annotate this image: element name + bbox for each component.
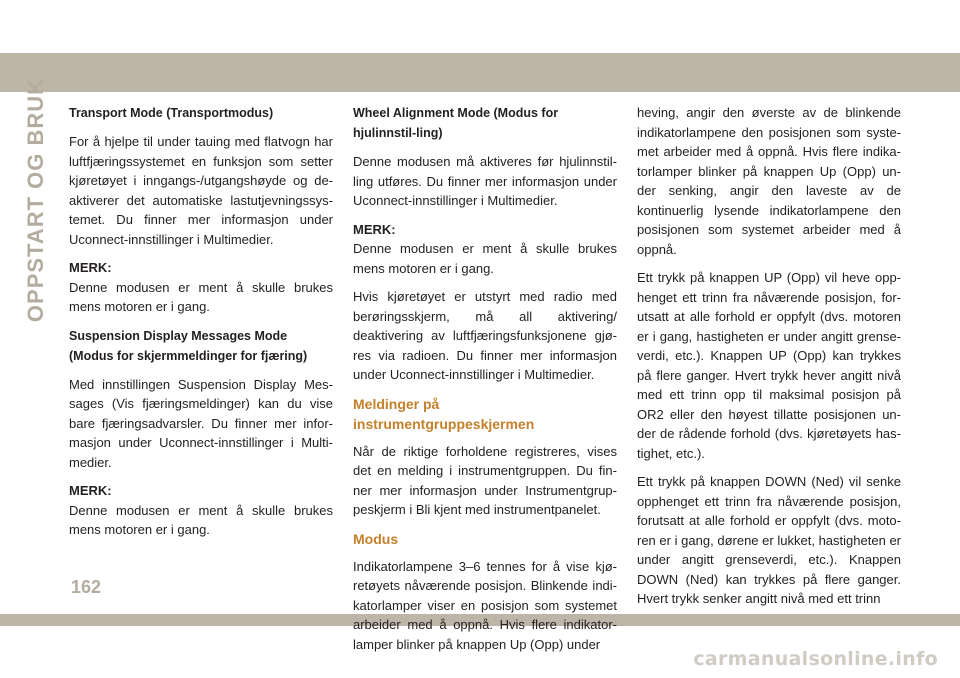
watermark: carmanualsonline.info	[693, 648, 938, 670]
note-label-1: MERK:	[69, 260, 112, 275]
note-label-2: MERK:	[69, 483, 112, 498]
header-band	[0, 53, 960, 92]
paragraph-up-button: Ett trykk på knappen UP (Opp) vil heve opp-henget ett trinn fra nåværende posisjon, for-utsatt at alle forhold er oppfylt (dvs. motoren er i gang, hastigheten er under angitt grense-verdi, etc.). Knappen UP (Opp) kan trykkes på flere ganger. Hvert trykk hever angitt nivå med ett trinn opp til maksimal posisjon på OR2 eller den høyest tillatte posisjonen un-der de rådende forhold (dvs. kjøretøyets has-tighet, etc.).	[637, 270, 901, 461]
paragraph-down-button: Ett trykk på knappen DOWN (Ned) vil senke opphenget ett trinn fra nåværende posisjon, forutsatt at alle forhold er oppfylt (dvs. moto-ren er i gang, dørene er lukket, hastigheten er under angitt grenseverdi, etc.). Knappen DOWN (Ned) kan trykkes på flere ganger. Hvert trykk senker angitt nivå med ett trinn	[637, 474, 901, 606]
page-number: 162	[71, 577, 102, 597]
paragraph-indicator-lamps: Indikatorlampene 3–6 tennes for å vise kjø-retøyets nåværende posisjon. Blinkende indi-katorlamper viser en posisjon som systemet arbeider med å oppnå. Hvis flere indikator-lamper blinker på knappen Up (Opp) under	[353, 558, 617, 652]
heading-suspension-display: Suspension Display Messages Mode (Modus for skjermmeldinger for fjæring)	[69, 328, 308, 363]
paragraph-transport-mode: For å hjelpe til under tauing med flatvogn har luftfjæringssystemet en funksjon som setter kjøretøyet i inngangs-/utgangshøyde og de-aktiverer det automatiske lastutjevningssys-temet. Du finner mer informasjon under Uconnect-innstillinger i Multimedier.	[69, 134, 333, 247]
note-text-3: Denne modusen er ment å skulle brukes mens motoren er i gang.	[353, 241, 617, 276]
note-label-3: MERK:	[353, 221, 396, 237]
paragraph-wheel-alignment: Denne modusen må aktiveres før hjulinnstil-ling utføres. Du finner mer informasjon under Uconnect-innstillinger i Multimedier.	[353, 154, 617, 208]
column-2	[353, 103, 617, 663]
column-3	[637, 103, 901, 618]
heading-cluster-messages: Meldinger på instrumentgruppeskjermen	[353, 395, 535, 432]
section-side-tab-label: OPPSTART OG BRUK	[23, 77, 48, 323]
note-text-2: Denne modusen er ment å skulle brukes mens motoren er i gang.	[69, 502, 333, 537]
paragraph-suspension-display: Med innstillingen Suspension Display Mes-sages (Vis fjæringsmeldinger) kan du vise bare fjæringsadvarsler. Du finner mer infor-masjon under Uconnect-innstillinger i Multi-medier.	[69, 376, 333, 470]
heading-modus: Modus	[353, 530, 399, 547]
column-1	[69, 103, 333, 549]
heading-transport-mode: Transport Mode (Transportmodus)	[69, 106, 274, 120]
section-side-tab	[22, 77, 50, 323]
heading-wheel-alignment: Wheel Alignment Mode (Modus for hjulinnstil-ling)	[353, 106, 559, 140]
note-text-1: Denne modusen er ment å skulle brukes mens motoren er i gang.	[69, 279, 333, 314]
paragraph-raising: heving, angir den øverste av de blinkende indikatorlampene den posisjonen som syste-met arbeider med å oppnå. Hvis flere indika-torlamper blinker på knappen Up (Opp) un-der senking, angir den laveste av de kontinuerlig lysende indikatorlampene den posisjonen som systemet arbeider med å oppnå.	[637, 105, 901, 257]
paragraph-touchscreen: Hvis kjøretøyet er utstyrt med radio med berøringsskjerm, må all aktivering/ deaktivering av luftfjæringsfunksjonene gjø-res via radioen. Du finner mer informasjon under Uconnect-innstillinger i Multimedier.	[353, 289, 617, 382]
paragraph-cluster-messages: Når de riktige forholdene registreres, vises det en melding i instrumentgruppen. Du fin-ner mer informasjon under Instrumentgrup-peskjerm i Bli kjent med instrumentpanelet.	[353, 443, 617, 517]
